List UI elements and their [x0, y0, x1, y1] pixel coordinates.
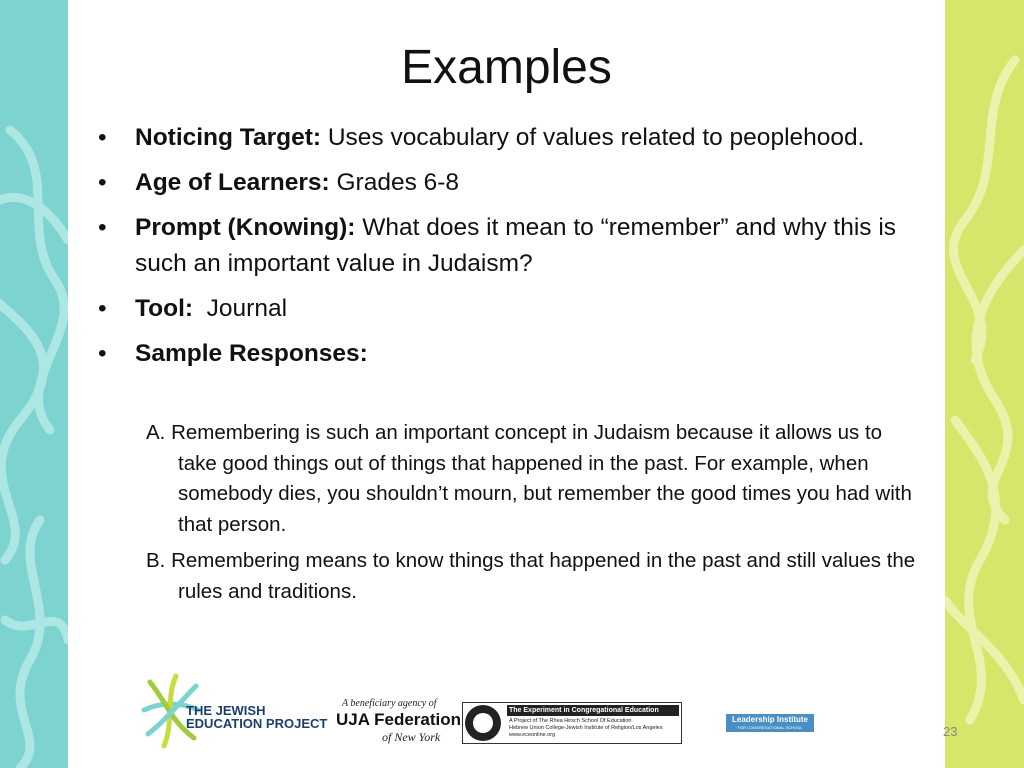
bullet-label: Sample Responses: — [135, 340, 368, 367]
ece-line1: A Project of The Rhea Hirsch School Of Education — [509, 718, 632, 724]
bullet-list — [68, 120, 945, 381]
uja-name: UJA Federation — [336, 710, 462, 729]
leadership-institute-logo — [726, 714, 814, 736]
uja-tagline: A beneficiary agency of — [342, 698, 437, 709]
right-swirl-pattern — [945, 0, 1024, 768]
right-decorative-band — [945, 0, 1024, 768]
left-swirl-pattern — [0, 0, 68, 768]
slide-number: 23 — [943, 724, 958, 739]
leadership-name: Leadership Institute — [731, 715, 808, 724]
bullet-item-noticing-target — [68, 120, 945, 156]
logo-strip — [68, 672, 945, 752]
ece-line2: Hebrew Union College-Jewish Institute of Religion/Los Angeles — [509, 725, 663, 731]
uja-sub: of New York — [382, 730, 441, 744]
hebrew-union-seal-icon — [465, 705, 501, 741]
bullet-text: Uses vocabulary of values related to peoplehood. — [321, 124, 865, 151]
bullet-label: Prompt (Knowing): — [135, 214, 356, 241]
sample-responses — [146, 418, 926, 613]
tjep-line1: THE JEWISH — [186, 703, 266, 718]
bullet-dot-icon: • — [98, 295, 107, 322]
bullet-item-tool — [68, 291, 945, 327]
bullet-text: What does it mean to “remember” and why this is such an important value in Judaism? — [135, 214, 897, 277]
bullet-dot-icon: • — [98, 340, 107, 367]
bullet-label: Tool: — [135, 295, 194, 322]
leadership-sub: FOR CONGREGATIONAL SCHOOL EDUCATORS — [737, 725, 803, 736]
ece-logo — [462, 702, 682, 744]
tjep-logo — [136, 672, 328, 750]
slide-content — [68, 0, 958, 768]
ece-heading: The Experiment in Congregational Education — [509, 707, 659, 714]
ece-line3: www.eceonline.org — [509, 732, 556, 738]
slide-title: Examples — [401, 41, 612, 94]
bullet-label: Noticing Target: — [135, 124, 322, 151]
tjep-wordmark — [186, 704, 327, 730]
left-decorative-band — [0, 0, 68, 768]
bullet-dot-icon: • — [98, 169, 107, 196]
response-a: A. Remembering is such an important concept in Judaism because it allows us to take good things out of things that happened in the past. For example, when somebody dies, you shouldn’t mourn, but remember the good times you had with that person. — [146, 421, 912, 536]
uja-federation-logo — [336, 696, 462, 746]
bullet-item-sample-responses — [68, 336, 945, 372]
bullet-item-age-of-learners — [68, 165, 945, 201]
bullet-label: Age of Learners: — [135, 169, 330, 196]
bullet-dot-icon: • — [98, 124, 107, 151]
bullet-dot-icon: • — [98, 214, 107, 241]
tjep-line2: EDUCATION PROJECT — [186, 716, 328, 731]
bullet-text: Journal — [193, 295, 288, 322]
bullet-item-prompt — [68, 210, 945, 282]
response-b: B. Remembering means to know things that happened in the past and still values the rules and traditions. — [146, 549, 916, 603]
bullet-text: Grades 6-8 — [329, 169, 460, 196]
